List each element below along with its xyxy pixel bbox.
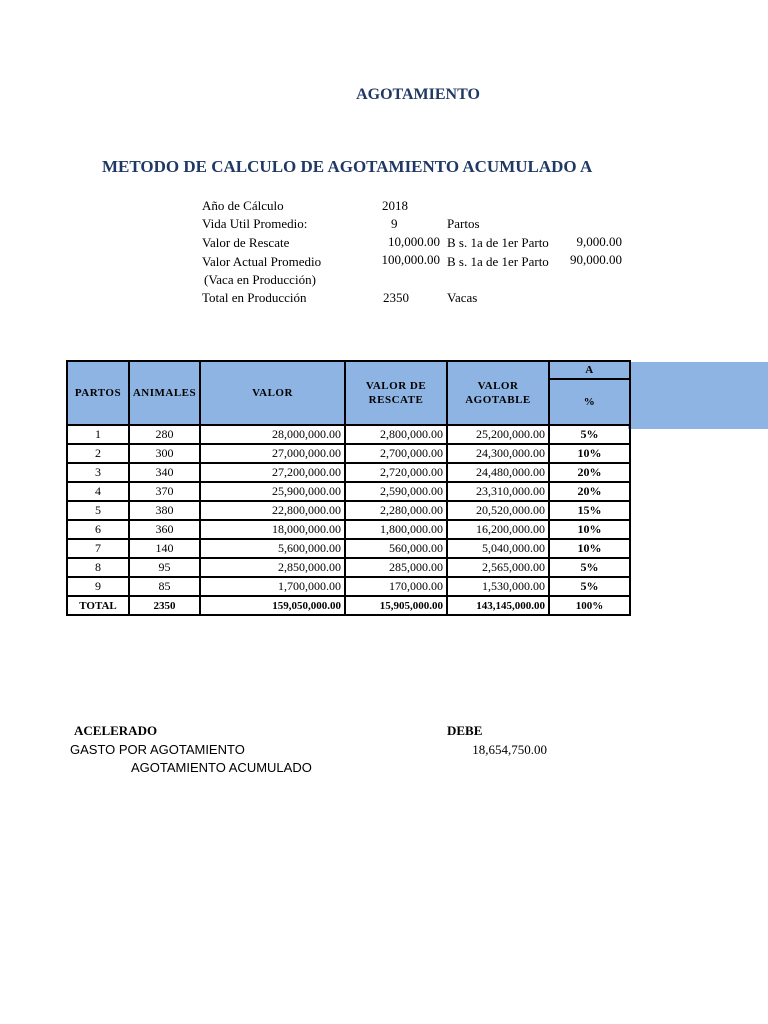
rescate-unit: B s. 1a de 1er Parto xyxy=(447,235,549,250)
col-header-partos: PARTOS xyxy=(67,361,129,425)
cell-animales: 85 xyxy=(129,577,200,596)
cell-partos: 1 xyxy=(67,425,129,444)
col-header-animales: ANIMALES xyxy=(129,361,200,425)
cell-animales: 300 xyxy=(129,444,200,463)
cell-partos: 2 xyxy=(67,444,129,463)
journal-line2: AGOTAMIENTO ACUMULADO xyxy=(131,760,312,775)
cell-agotable: 1,530,000.00 xyxy=(447,577,549,596)
cell-agotable: 2,565,000.00 xyxy=(447,558,549,577)
actual-extra: 90,000.00 xyxy=(570,252,622,267)
table-row xyxy=(67,463,630,482)
table-row xyxy=(67,520,630,539)
total-animales: 2350 xyxy=(129,596,200,615)
total-pct: 100% xyxy=(549,596,630,615)
table-row xyxy=(67,425,630,444)
cell-rescate: 2,590,000.00 xyxy=(345,482,447,501)
cell-rescate: 2,700,000.00 xyxy=(345,444,447,463)
actual-sub: (Vaca en Producción) xyxy=(204,272,316,287)
vida-value: 9 xyxy=(391,216,398,231)
total-agotable: 143,145,000.00 xyxy=(447,596,549,615)
col-header-valor: VALOR xyxy=(200,361,345,425)
rescate-header-line1: VALOR DE xyxy=(365,380,427,392)
cell-pct: 20% xyxy=(549,482,630,501)
table-row xyxy=(67,577,630,596)
cell-animales: 95 xyxy=(129,558,200,577)
cell-rescate: 170,000.00 xyxy=(345,577,447,596)
cell-animales: 360 xyxy=(129,520,200,539)
cell-rescate: 1,800,000.00 xyxy=(345,520,447,539)
cell-pct: 5% xyxy=(549,558,630,577)
cell-valor: 25,900,000.00 xyxy=(200,482,345,501)
cell-pct: 10% xyxy=(549,520,630,539)
cell-pct: 20% xyxy=(549,463,630,482)
cell-valor: 1,700,000.00 xyxy=(200,577,345,596)
vida-unit: Partos xyxy=(447,216,480,231)
cell-valor: 5,600,000.00 xyxy=(200,539,345,558)
total-unit: Vacas xyxy=(447,290,478,305)
header-band-overflow xyxy=(628,362,768,429)
cell-rescate: 560,000.00 xyxy=(345,539,447,558)
cell-animales: 140 xyxy=(129,539,200,558)
cell-pct: 5% xyxy=(549,577,630,596)
cell-rescate: 285,000.00 xyxy=(345,558,447,577)
cell-partos: 8 xyxy=(67,558,129,577)
col-header-valor-rescate xyxy=(345,361,447,425)
depletion-table xyxy=(66,360,631,616)
debe-label: DEBE xyxy=(447,723,483,738)
table-row xyxy=(67,539,630,558)
agotable-header-line1: VALOR xyxy=(477,380,519,392)
cell-valor: 2,850,000.00 xyxy=(200,558,345,577)
table-row xyxy=(67,558,630,577)
rescate-value: 10,000.00 xyxy=(388,234,440,249)
cell-animales: 380 xyxy=(129,501,200,520)
total-value: 2350 xyxy=(383,290,409,305)
cell-agotable: 25,200,000.00 xyxy=(447,425,549,444)
rescate-extra: 9,000.00 xyxy=(576,234,622,249)
total-rescate: 15,905,000.00 xyxy=(345,596,447,615)
journal-line1-amount: 18,654,750.00 xyxy=(472,742,547,757)
cell-animales: 370 xyxy=(129,482,200,501)
col-header-pct: % xyxy=(549,379,630,425)
cell-agotable: 5,040,000.00 xyxy=(447,539,549,558)
cell-valor: 18,000,000.00 xyxy=(200,520,345,539)
method-subtitle: METODO DE CALCULO DE AGOTAMIENTO ACUMULADO A xyxy=(102,157,593,176)
cell-partos: 7 xyxy=(67,539,129,558)
total-valor: 159,050,000.00 xyxy=(200,596,345,615)
agotable-header-line2: AGOTABLE xyxy=(465,394,531,406)
cell-animales: 340 xyxy=(129,463,200,482)
col-header-valor-agotable xyxy=(447,361,549,425)
cell-pct: 10% xyxy=(549,444,630,463)
cell-agotable: 16,200,000.00 xyxy=(447,520,549,539)
cell-rescate: 2,280,000.00 xyxy=(345,501,447,520)
rescate-header-line2: RESCATE xyxy=(368,394,424,406)
cell-pct: 10% xyxy=(549,539,630,558)
cell-valor: 27,200,000.00 xyxy=(200,463,345,482)
cell-valor: 22,800,000.00 xyxy=(200,501,345,520)
col-header-group: A xyxy=(549,361,630,379)
table-row xyxy=(67,501,630,520)
cell-pct: 15% xyxy=(549,501,630,520)
vida-label: Vida Util Promedio: xyxy=(202,216,308,231)
total-label: Total en Producción xyxy=(202,290,307,305)
anio-label: Año de Cálculo xyxy=(202,198,284,213)
anio-value: 2018 xyxy=(382,198,408,213)
table-row xyxy=(67,482,630,501)
cell-agotable: 20,520,000.00 xyxy=(447,501,549,520)
actual-value: 100,000.00 xyxy=(381,252,440,267)
page-title: AGOTAMIENTO xyxy=(356,86,480,103)
total-label: TOTAL xyxy=(67,596,129,615)
total-row xyxy=(67,596,630,615)
journal-line1: GASTO POR AGOTAMIENTO xyxy=(70,742,245,757)
cell-valor: 27,000,000.00 xyxy=(200,444,345,463)
cell-agotable: 24,480,000.00 xyxy=(447,463,549,482)
table-row xyxy=(67,444,630,463)
cell-pct: 5% xyxy=(549,425,630,444)
cell-agotable: 23,310,000.00 xyxy=(447,482,549,501)
actual-label: Valor Actual Promedio xyxy=(202,254,322,269)
actual-unit: B s. 1a de 1er Parto xyxy=(447,254,549,269)
cell-rescate: 2,720,000.00 xyxy=(345,463,447,482)
cell-partos: 4 xyxy=(67,482,129,501)
cell-agotable: 24,300,000.00 xyxy=(447,444,549,463)
rescate-label: Valor de Rescate xyxy=(202,235,290,250)
cell-rescate: 2,800,000.00 xyxy=(345,425,447,444)
cell-partos: 5 xyxy=(67,501,129,520)
cell-partos: 9 xyxy=(67,577,129,596)
cell-valor: 28,000,000.00 xyxy=(200,425,345,444)
cell-partos: 3 xyxy=(67,463,129,482)
cell-animales: 280 xyxy=(129,425,200,444)
journal-heading: ACELERADO xyxy=(74,723,158,738)
cell-partos: 6 xyxy=(67,520,129,539)
